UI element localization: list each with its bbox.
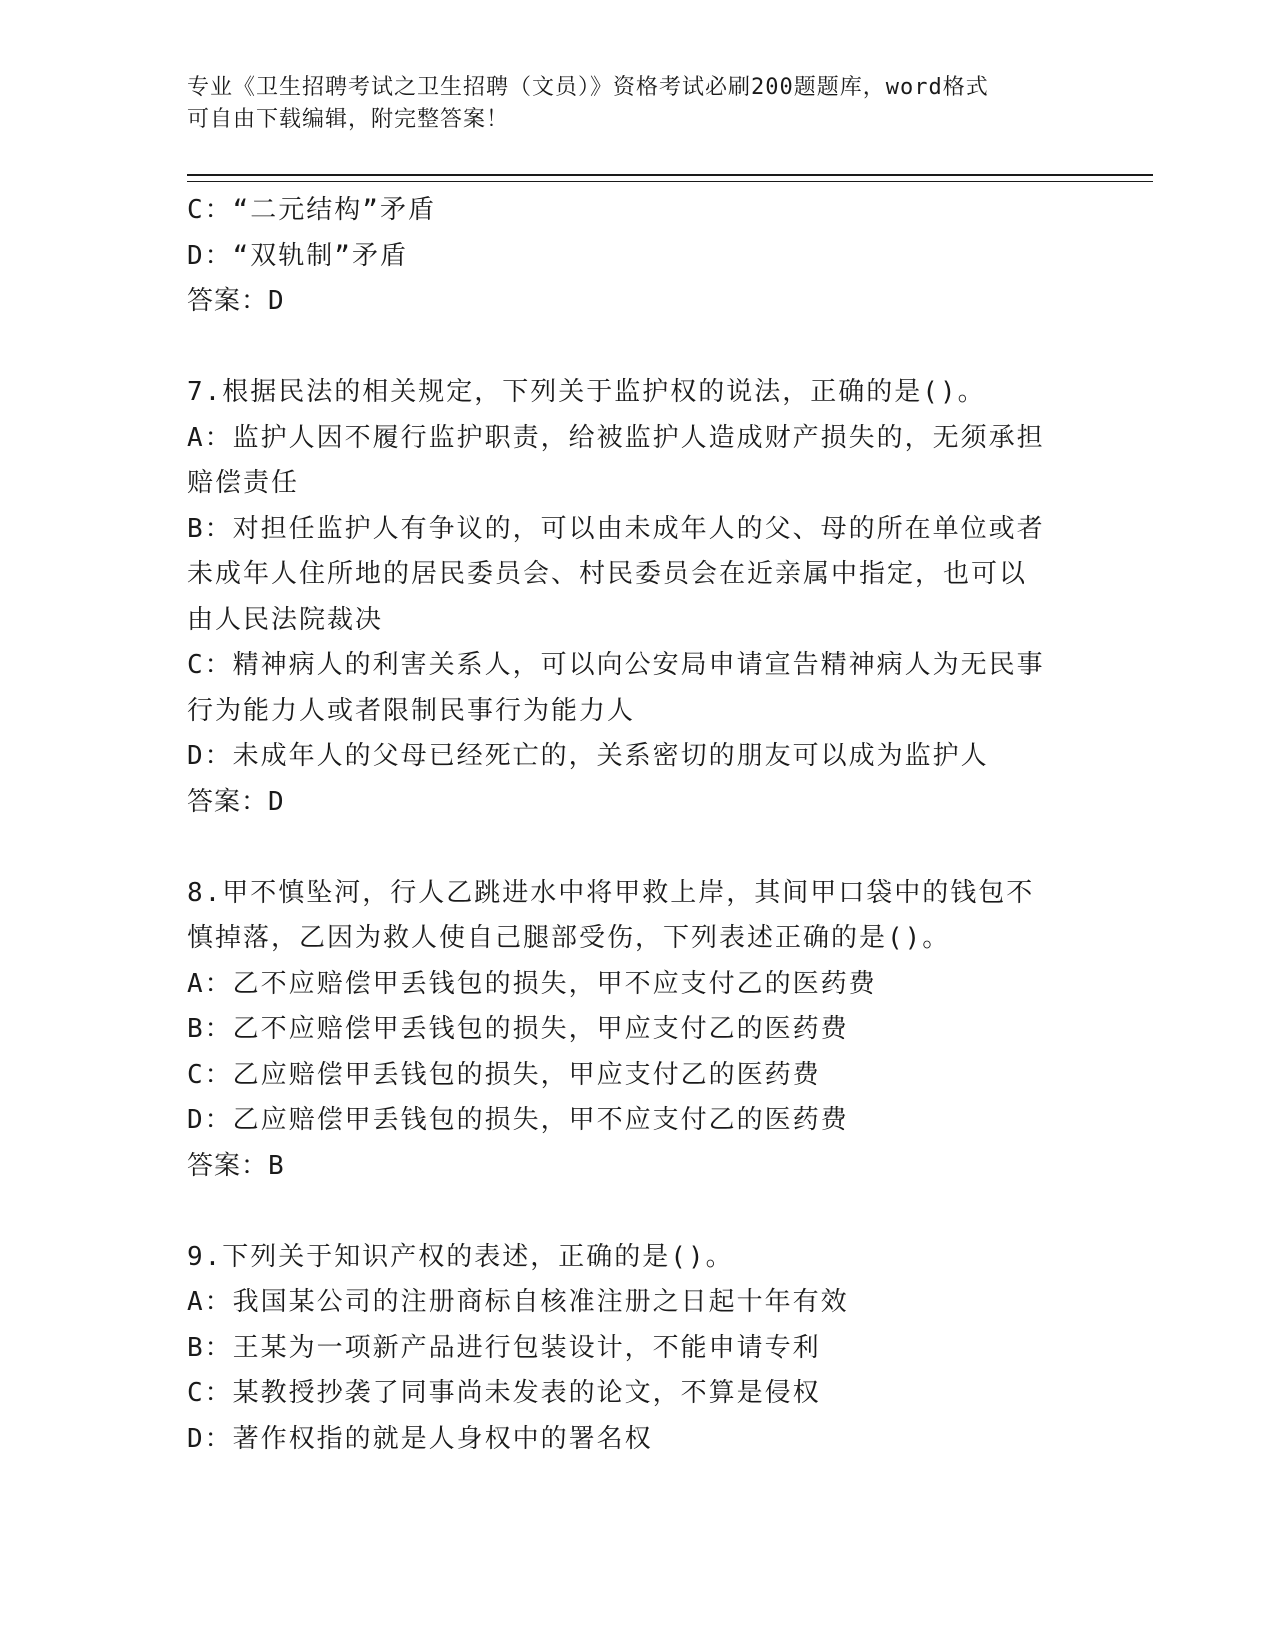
option-c: C：乙应赔偿甲丢钱包的损失，甲应支付乙的医药费 — [187, 1059, 821, 1090]
option-c-line-1: C：精神病人的利害关系人，可以向公安局申请宣告精神病人为无民事 — [187, 650, 1045, 680]
spacer — [187, 825, 1077, 871]
question-9 — [187, 1235, 1077, 1463]
question-stem-line-1: 8.甲不慎坠河，行人乙跳进水中将甲救上岸，其间甲口袋中的钱包不 — [187, 877, 1035, 908]
question-stem: 9.下列关于知识产权的表述，正确的是()。 — [187, 1241, 734, 1272]
answer: 答案：D — [187, 286, 285, 316]
option-d: D：未成年人的父母已经死亡的，关系密切的朋友可以成为监护人 — [187, 741, 989, 771]
option-d: D：乙应赔偿甲丢钱包的损失，甲不应支付乙的医药费 — [187, 1105, 849, 1135]
answer: 答案：D — [187, 786, 285, 817]
option-c-line-2: 行为能力人或者限制民事行为能力人 — [187, 695, 636, 726]
header-line-1: 专业《卫生招聘考试之卫生招聘（文员）》资格考试必刷200题题库，word格式 — [187, 75, 989, 100]
header-rule-thick — [187, 174, 1153, 176]
option-c: C：某教授抄袭了同事尚未发表的论文，不算是侵权 — [187, 1378, 821, 1408]
question-content — [187, 188, 1077, 1462]
option-b-line-2: 未成年人住所地的居民委员会、村民委员会在近亲属中指定，也可以 — [187, 559, 1028, 589]
option-b-line-1: B：对担任监护人有争议的，可以由未成年人的父、母的所在单位或者 — [187, 513, 1045, 544]
option-a-line-2: 赔偿责任 — [187, 468, 300, 498]
option-a: A：乙不应赔偿甲丢钱包的损失，甲不应支付乙的医药费 — [187, 968, 877, 999]
question-stem-line-2: 慎掉落，乙因为救人使自己腿部受伤，下列表述正确的是()。 — [187, 923, 951, 953]
question-8 — [187, 871, 1077, 1190]
header-rule-thin — [187, 181, 1153, 182]
option-a: A：我国某公司的注册商标自核准注册之日起十年有效 — [187, 1287, 849, 1317]
option-b-line-3: 由人民法院裁决 — [187, 604, 384, 635]
option-b: B：王某为一项新产品进行包装设计，不能申请专利 — [187, 1332, 821, 1363]
option-c: C：“二元结构”矛盾 — [187, 195, 436, 225]
spacer — [187, 325, 1077, 371]
answer: 答案：B — [187, 1150, 285, 1181]
option-d: D：著作权指的就是人身权中的署名权 — [187, 1423, 653, 1454]
option-d: D：“双轨制”矛盾 — [187, 240, 408, 271]
prev-question — [187, 188, 1077, 325]
question-stem: 7.根据民法的相关规定，下列关于监护权的说法，正确的是()。 — [187, 377, 986, 407]
page-header — [187, 72, 1067, 136]
question-7 — [187, 370, 1077, 825]
option-a-line-1: A：监护人因不履行监护职责，给被监护人造成财产损失的，无须承担 — [187, 422, 1045, 453]
header-line-2: 可自由下载编辑，附完整答案！ — [187, 107, 510, 132]
option-b: B：乙不应赔偿甲丢钱包的损失，甲应支付乙的医药费 — [187, 1014, 849, 1044]
spacer — [187, 1189, 1077, 1235]
